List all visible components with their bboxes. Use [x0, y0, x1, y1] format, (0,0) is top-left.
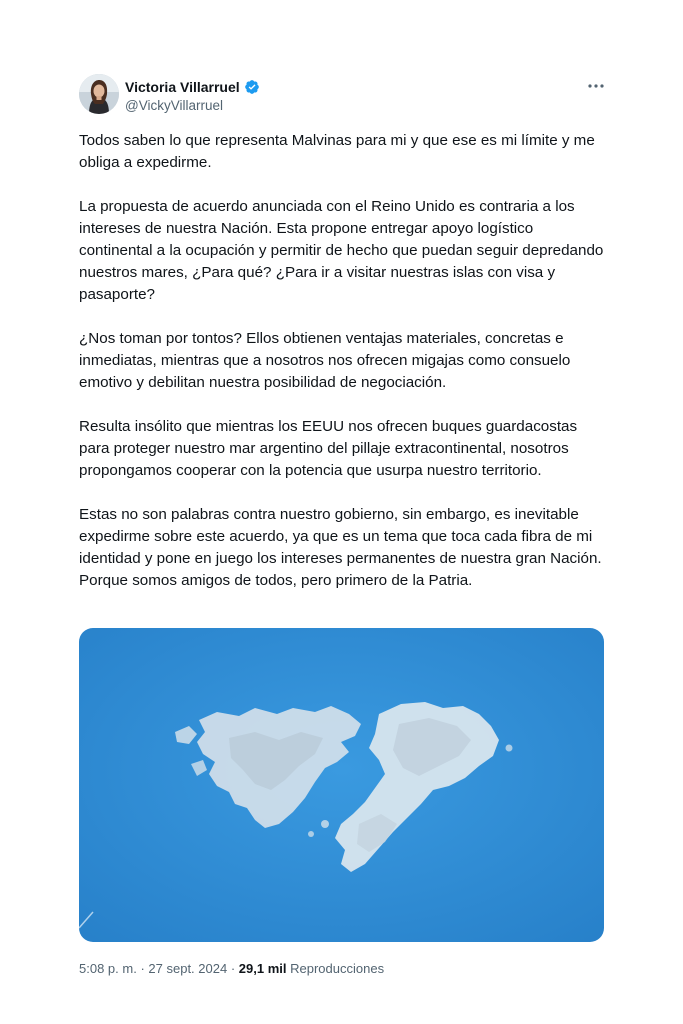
tweet-paragraph: La propuesta de acuerdo anunciada con el Reino Unido es contraria a los intereses de nuestra Nación. Esta propone entregar apoyo logístico continental a la ocupación y permitir de hecho que puedan seguir depredando nuestros mares, ¿Para qué? ¿Para ir a visitar nuestras islas con visa y pasaporte?: [79, 198, 604, 303]
tweet-media-image[interactable]: [79, 628, 604, 942]
meta-separator: ·: [140, 961, 145, 976]
avatar-image: [79, 74, 119, 114]
tweet-time[interactable]: 5:08 p. m.: [79, 961, 137, 976]
views-label: Reproducciones: [290, 961, 385, 976]
author-handle[interactable]: @VickyVillarruel: [125, 98, 223, 113]
tweet-metadata: [79, 960, 384, 978]
views-count: 29,1 mil: [238, 961, 287, 976]
tweet-paragraph: Resulta insólito que mientras los EEUU nos ofrecen buques guardacostas para proteger nuestro mar argentino del pillaje extracontinental, nosotros propongamos cooperar con la potencia que usurpa nuestro territorio.: [79, 418, 578, 479]
tweet-paragraph: Estas no son palabras contra nuestro gobierno, sin embargo, es inevitable expedirme sobre este acuerdo, ya que es un tema que toca cada fibra de mi identidad y pone en juego los intereses permanentes de nuestra gran Nación.: [79, 506, 602, 567]
author-block: [125, 78, 260, 115]
tweet-paragraph: Todos saben lo que representa Malvinas para mi y que ese es mi límite y me obliga a expedirme.: [79, 132, 595, 171]
tweet-paragraph: Porque somos amigos de todos, pero primero de la Patria.: [79, 572, 473, 589]
verified-badge-icon: [244, 79, 260, 95]
islands-satellite-image: [79, 628, 604, 942]
tweet-text: [79, 130, 609, 592]
author-name-row: [125, 78, 260, 96]
tweet-date[interactable]: 27 sept. 2024: [148, 961, 228, 976]
more-options-icon[interactable]: [585, 76, 607, 96]
avatar[interactable]: [79, 74, 119, 114]
meta-separator: ·: [230, 961, 236, 976]
tweet-paragraph: ¿Nos toman por tontos? Ellos obtienen ventajas materiales, concretas e inmediatas, mientras que a nosotros nos ofrecen migajas como consuelo emotivo y debilitan nuestra posibilidad de negociación.: [79, 330, 571, 391]
author-name[interactable]: Victoria Villarruel: [125, 79, 240, 95]
